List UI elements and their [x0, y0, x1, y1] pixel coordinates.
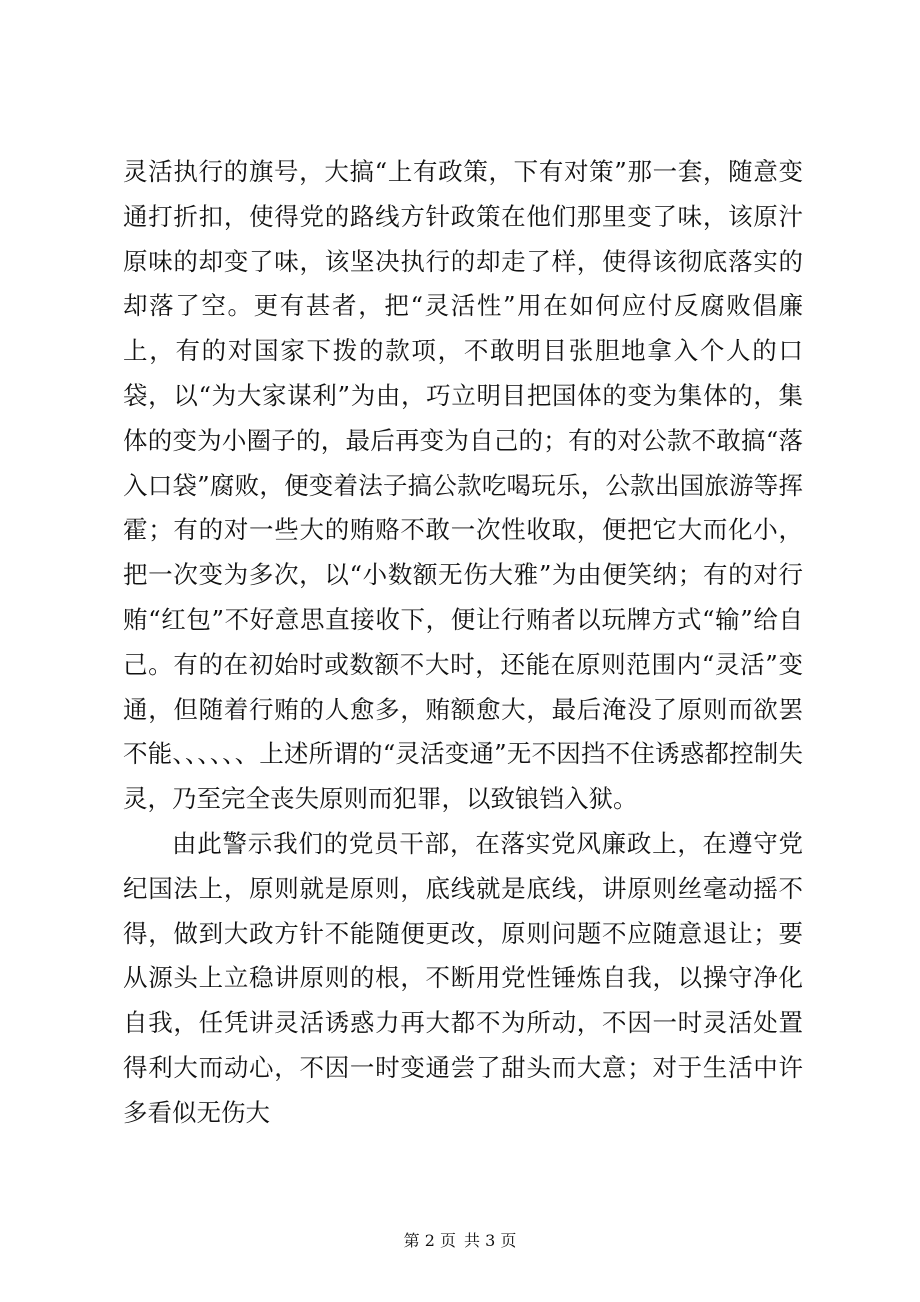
paragraph-2: 由此警示我们的党员干部，在落实党风廉政上，在遵守党纪国法上，原则就是原则，底线就是底线，讲原则丝毫动摇不得，做到大政方针不能随便更改，原则问题不应随意退让；要从源头上立稳讲原则的根，不断用党性锤炼自我，以操守净化自我，任凭讲灵活诱惑力再大都不为所动，不因一时灵活处置得利大而动心，不因一时变通尝了甜头而大意；对于生活中许多看似无伤大: [123, 828, 803, 1127]
paragraph-1: 灵活执行的旗号，大搞“上有政策，下有对策”那一套，随意变通打折扣，使得党的路线方针政策在他们那里变了味，该原汁原味的却变了味，该坚决执行的却走了样，使得该彻底落实的却落了空。更有甚者，把“灵活性”用在如何应付反腐败倡廉上，有的对国家下拨的款项，不敢明目张胆地拿入个人的口袋，以“为大家谋利”为由，巧立明目把国体的变为集体的，集体的变为小圈子的，最后再变为自己的；有的对公款不敢搞“落入口袋”腐败，便变着法子搞公款吃喝玩乐，公款出国旅游等挥霍；有的对一些大的贿赂不敢一次性收取，便把它大而化小，把一次变为多次，以“小数额无伤大雅”为由便笑纳；有的对行贿“红包”不好意思直接收下，便让行贿者以玩牌方式“输”给自己。有的在初始时或数额不大时，还能在原则范围内“灵活”变通，但随着行贿的人愈多，贿额愈大，最后淹没了原则而欲罢不能、、、、、、上述所谓的“灵活变通”无不因挡不住诱惑都控制失灵，乃至完全丧失原则而犯罪，以致锒铛入狱。: [123, 157, 803, 814]
document-body: [123, 150, 803, 1136]
total-pages: 共 3 页: [464, 1231, 517, 1250]
page-number: 第 2 页: [403, 1231, 456, 1250]
page-footer: [0, 1228, 920, 1251]
